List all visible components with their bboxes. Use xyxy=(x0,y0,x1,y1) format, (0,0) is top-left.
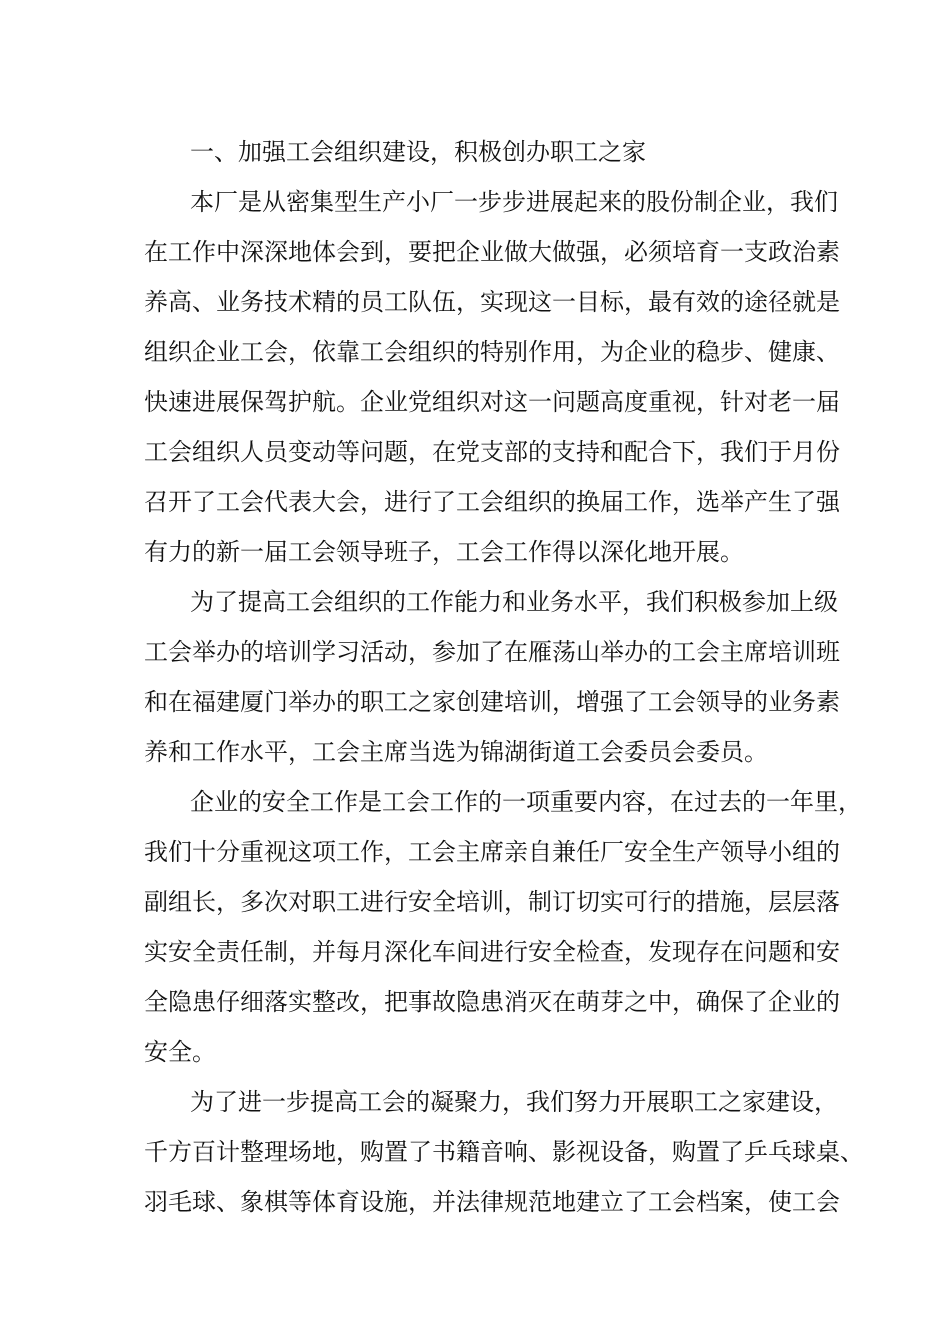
paragraph-line: 千方百计整理场地，购置了书籍音响、影视设备，购置了乒乓球桌、 xyxy=(144,1138,864,1166)
paragraph-line: 和在福建厦门举办的职工之家创建培训，增强了工会领导的业务素 xyxy=(144,688,840,716)
paragraph-line: 召开了工会代表大会，进行了工会组织的换届工作，选举产生了强 xyxy=(144,488,840,516)
paragraph-line: 为了提高工会组织的工作能力和业务水平，我们积极参加上级 xyxy=(190,588,838,616)
paragraph-line: 组织企业工会，依靠工会组织的特别作用，为企业的稳步、健康、 xyxy=(144,338,840,366)
paragraph-line: 安全。 xyxy=(144,1038,216,1066)
paragraph-line: 为了进一步提高工会的凝聚力，我们努力开展职工之家建设， xyxy=(190,1088,838,1116)
paragraph-line: 羽毛球、象棋等体育设施，并法律规范地建立了工会档案，使工会 xyxy=(144,1188,840,1216)
section-heading: 一、加强工会组织建设，积极创办职工之家 xyxy=(190,138,646,166)
paragraph-line: 企业的安全工作是工会工作的一项重要内容，在过去的一年里， xyxy=(190,788,862,816)
paragraph-line: 工会举办的培训学习活动，参加了在雁荡山举办的工会主席培训班 xyxy=(144,638,840,666)
paragraph-line: 本厂是从密集型生产小厂一步步进展起来的股份制企业，我们 xyxy=(190,188,838,216)
paragraph-line: 实安全责任制，并每月深化车间进行安全检查，发现存在问题和安 xyxy=(144,938,840,966)
paragraph-line: 快速进展保驾护航。企业党组织对这一问题高度重视，针对老一届 xyxy=(144,388,840,416)
paragraph-line: 副组长，多次对职工进行安全培训，制订切实可行的措施，层层落 xyxy=(144,888,840,916)
paragraph-line: 在工作中深深地体会到，要把企业做大做强，必须培育一支政治素 xyxy=(144,238,840,266)
paragraph-line: 全隐患仔细落实整改，把事故隐患消灭在萌芽之中，确保了企业的 xyxy=(144,988,840,1016)
paragraph-line: 我们十分重视这项工作，工会主席亲自兼任厂安全生产领导小组的 xyxy=(144,838,840,866)
paragraph-line: 有力的新一届工会领导班子，工会工作得以深化地开展。 xyxy=(144,538,744,566)
paragraph-line: 养高、业务技术精的员工队伍，实现这一目标，最有效的途径就是 xyxy=(144,288,840,316)
paragraph-line: 养和工作水平，工会主席当选为锦湖街道工会委员会委员。 xyxy=(144,738,768,766)
paragraph-line: 工会组织人员变动等问题，在党支部的支持和配合下，我们于月份 xyxy=(144,438,840,466)
